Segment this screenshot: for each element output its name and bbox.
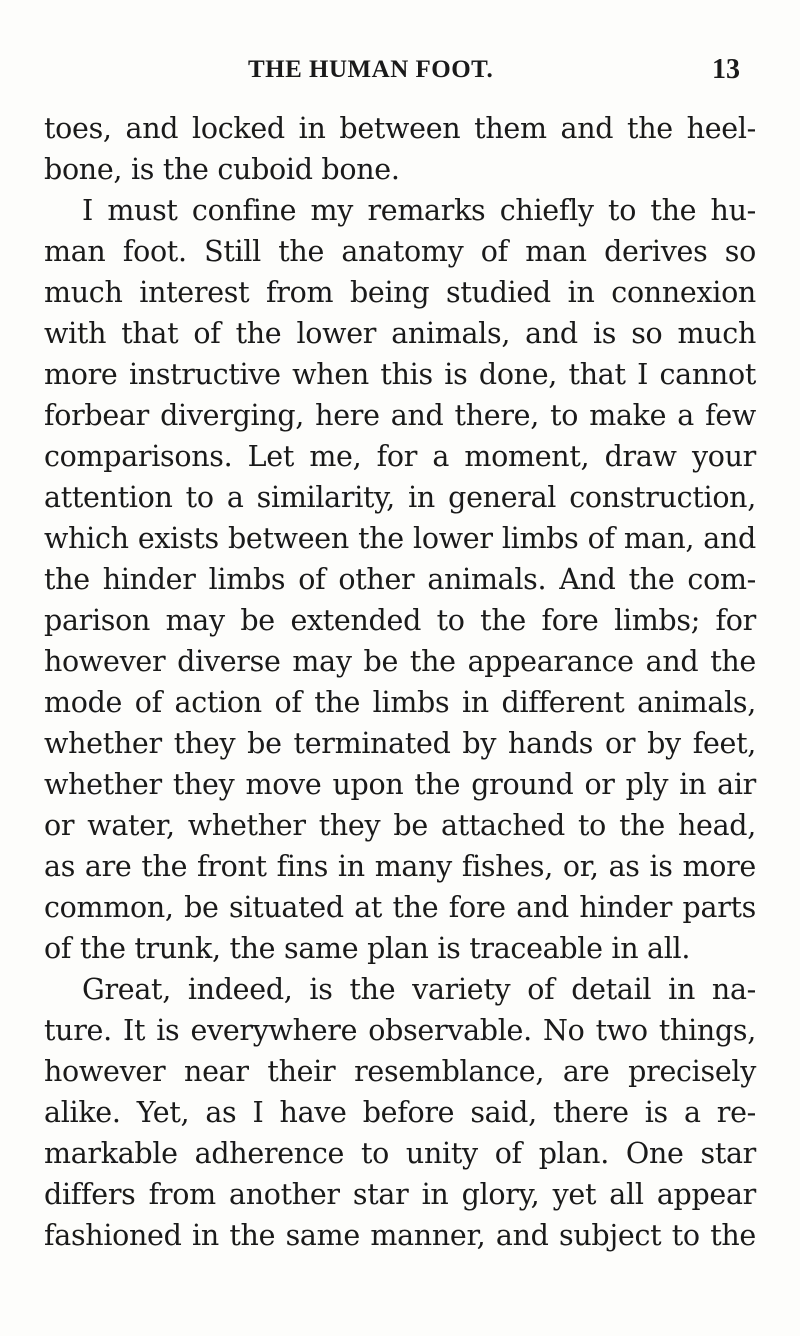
text-line: more instructive when this is done, that I cannot	[44, 358, 756, 391]
text-line: mode of action of the limbs in different animals,	[44, 686, 756, 719]
text-line: however diverse may be the appearance and the	[44, 645, 756, 678]
text-line: or water, whether they be attached to the head,	[44, 809, 756, 842]
text-line: Great, indeed, is the variety of detail in na-	[82, 973, 756, 1006]
text-line: I must confine my remarks chiefly to the hu-	[82, 194, 756, 227]
text-line: markable adherence to unity of plan. One star	[44, 1137, 756, 1170]
text-line: whether they be terminated by hands or by feet,	[44, 727, 756, 760]
text-line: as are the front fins in many fishes, or, as is more	[44, 850, 756, 883]
text-line: ture. It is everywhere observable. No two things,	[44, 1014, 756, 1047]
text-line: bone, is the cuboid bone.	[44, 153, 400, 186]
running-head	[0, 56, 800, 96]
text-line: attention to a similarity, in general construction,	[44, 481, 756, 514]
text-line: comparisons. Let me, for a moment, draw your	[44, 440, 756, 473]
text-line: however near their resemblance, are precisely	[44, 1055, 756, 1088]
text-line: alike. Yet, as I have before said, there is a re-	[44, 1096, 756, 1129]
body-text	[44, 108, 756, 1256]
page-number: 13	[712, 54, 740, 85]
text-line: of the trunk, the same plan is traceable in all.	[44, 932, 691, 965]
text-line: man foot. Still the anatomy of man derives so	[44, 235, 756, 268]
text-line: which exists between the lower limbs of man, and	[44, 522, 756, 555]
text-line: much interest from being studied in connexion	[44, 276, 756, 309]
text-line: parison may be extended to the fore limbs; for	[44, 604, 756, 637]
text-line: toes, and locked in between them and the heel-	[44, 112, 756, 145]
text-line: with that of the lower animals, and is so much	[44, 317, 756, 350]
running-title: THE HUMAN FOOT.	[248, 56, 494, 83]
text-line: common, be situated at the fore and hinder parts	[44, 891, 756, 924]
text-line: fashioned in the same manner, and subject to the	[44, 1219, 756, 1252]
text-line: the hinder limbs of other animals. And the com-	[44, 563, 756, 596]
text-line: forbear diverging, here and there, to make a few	[44, 399, 756, 432]
text-line: differs from another star in glory, yet all appear	[44, 1178, 756, 1211]
text-line: whether they move upon the ground or ply in air	[44, 768, 756, 801]
